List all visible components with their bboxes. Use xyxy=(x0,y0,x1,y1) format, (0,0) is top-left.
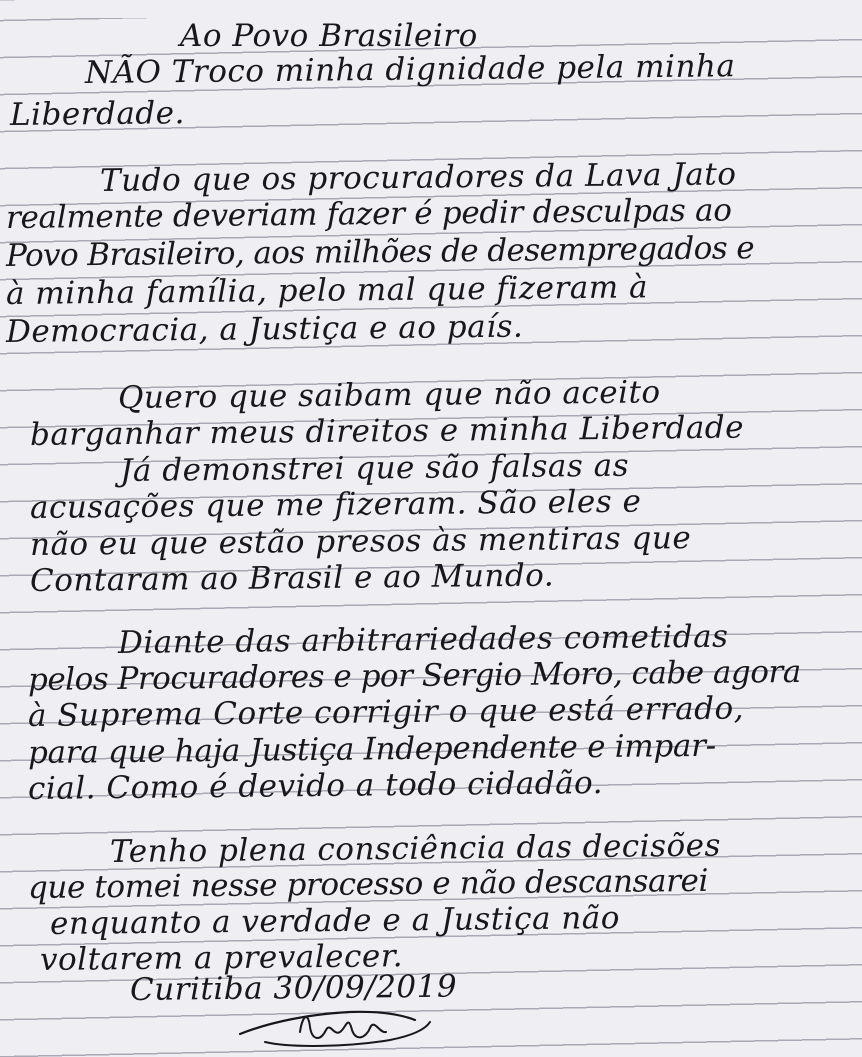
letter-line-4: realmente deveriam fazer é pedir desculpas ao xyxy=(5,192,732,236)
letter-line-21: enquanto a verdade e a Justiça não xyxy=(49,900,621,942)
place-and-date: Curitiba 30/09/2019 xyxy=(129,968,458,1008)
letter-title: Ao Povo Brasileiro xyxy=(180,18,478,54)
handwritten-signature xyxy=(230,992,450,1052)
letter-line-22: voltarem a prevalecer. xyxy=(39,938,404,978)
letter-line-16: à Suprema Corte corrigir o que está errado, xyxy=(27,690,745,734)
letter-line-1: NÃO Troco minha dignidade pela minha xyxy=(84,48,736,91)
letter-line-11: acusações que me fizeram. São eles e xyxy=(29,483,642,526)
signature-graphic xyxy=(230,992,450,1052)
letter-line-18: cial. Como é devido a todo cidadão. xyxy=(27,764,604,807)
letter-line-6: à minha família, pelo mal que fizeram à xyxy=(5,269,649,312)
letter-line-5: Povo Brasileiro, aos milhões de desempregados e xyxy=(5,230,755,274)
letter-line-13: Contaram ao Brasil e ao Mundo. xyxy=(29,557,555,599)
letter-line-12: não eu que estão presos às mentiras que xyxy=(29,520,692,563)
letter-line-19: Tenho plena consciência das decisões xyxy=(109,827,722,870)
letter-line-7: Democracia, a Justiça e ao país. xyxy=(5,308,524,350)
letter-line-3: Tudo que os procuradores da Lava Jato xyxy=(99,156,737,199)
letter-line-15: pelos Procuradores e por Sergio Moro, cabe agora xyxy=(27,653,801,698)
letter-line-2: Liberdade. xyxy=(9,95,186,133)
letter-line-14: Diante das arbitrariedades cometidas xyxy=(117,618,729,661)
letter-line-9: barganhar meus direitos e minha Liberdade xyxy=(29,409,745,453)
letter-line-10: Já demonstrei que são falsas as xyxy=(119,447,630,489)
letter-line-8: Quero que saibam que não aceito xyxy=(117,374,661,416)
letter-line-20: que tomei nesse processo e não descansarei xyxy=(27,862,709,906)
letter-line-17: para que haja Justiça Independente e impar- xyxy=(27,727,717,771)
